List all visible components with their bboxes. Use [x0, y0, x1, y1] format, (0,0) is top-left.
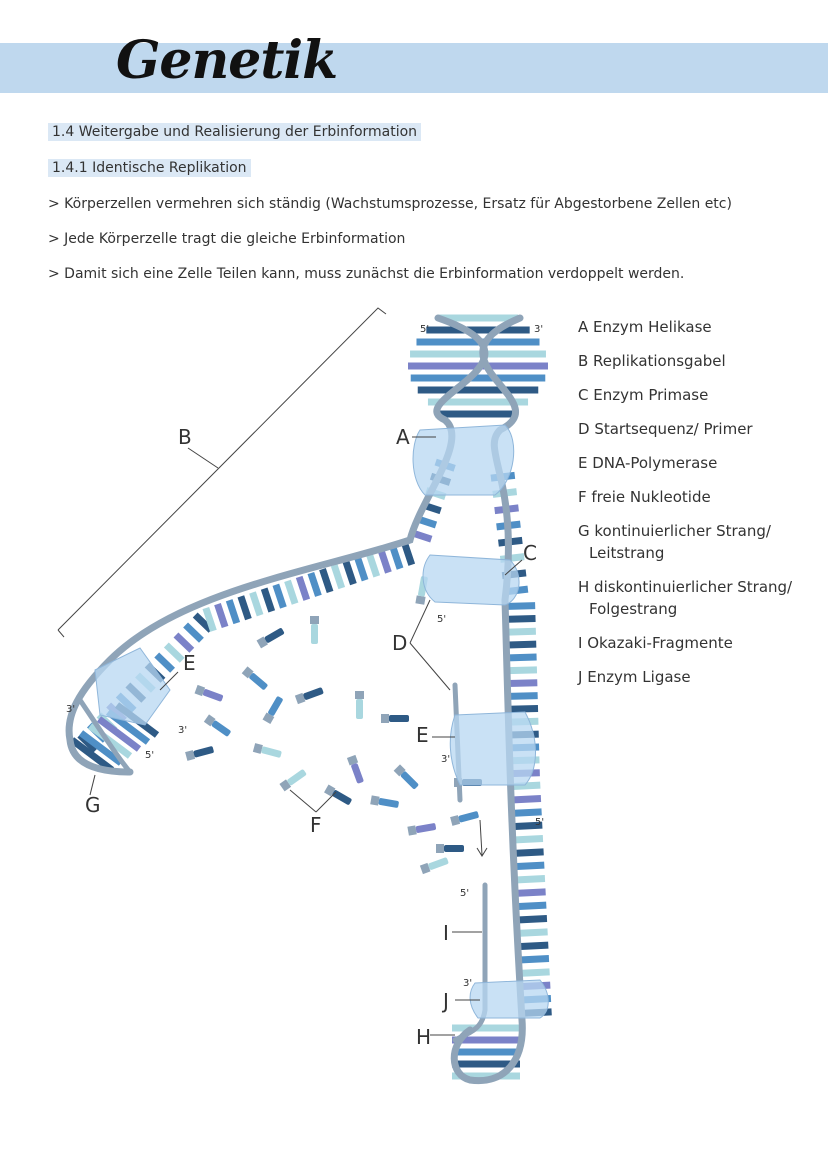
label-b: B [178, 425, 192, 449]
base-pair [507, 670, 537, 671]
legend-item-a [578, 316, 818, 338]
heading-section-text: 1.4 Weitergabe und Realisierung der Erbinformation [48, 123, 421, 141]
legend-h-text: H diskontinuierlicher Strang/ [578, 578, 793, 596]
base-pair [512, 812, 542, 813]
free-nucleotide-sugar [370, 795, 379, 805]
base-pair [186, 625, 202, 640]
free-nucleotide-base [400, 771, 419, 790]
base-pair [288, 581, 296, 604]
free-nucleotide [420, 856, 449, 874]
bullet-point-3: > Damit sich eine Zelle Teilen kann, muss zunächst die Erbinformation verdoppelt werden. [48, 266, 685, 282]
base-pair [157, 655, 173, 670]
base-pair [514, 852, 544, 853]
bullet-point-2: > Jede Körperzelle tragt die gleiche Erbinformation [48, 231, 406, 247]
free-nucleotide [242, 666, 269, 691]
base-pair [166, 645, 182, 660]
free-nucleotide-base [389, 715, 409, 722]
label-d: D [392, 631, 408, 655]
free-nucleotide-base [248, 672, 268, 690]
ligase-enzyme [470, 980, 548, 1018]
free-nucleotide-base [303, 687, 324, 700]
legend-item-g [578, 520, 818, 564]
end-label-lead-end: 3' [441, 754, 451, 765]
free-nucleotide-sugar [381, 714, 389, 723]
free-nucleotide-base [331, 789, 352, 805]
legend-c-text: C Enzym Primase [578, 386, 709, 404]
base-pair [506, 618, 536, 619]
base-pair [517, 919, 547, 920]
free-nucleotide [279, 768, 307, 791]
legend-g-text-2: Leitstrang [589, 544, 665, 562]
free-nucleotide [310, 616, 319, 644]
legend-d-text: D Startsequenz/ Primer [578, 420, 753, 438]
free-nucleotide [257, 627, 286, 649]
base-pair [323, 569, 331, 592]
fork-bracket-line [58, 308, 386, 637]
free-nucleotide [253, 743, 282, 759]
base-pair [511, 799, 541, 800]
free-nucleotide-sugar [450, 815, 460, 826]
base-pair [516, 905, 546, 906]
legend-item-c [578, 384, 818, 406]
label-e1: E [183, 651, 196, 675]
base-pair [500, 557, 524, 560]
base-pair [514, 865, 544, 866]
free-nucleotide-base [428, 857, 449, 870]
end-label-okazaki-3: 3' [463, 978, 473, 989]
free-nucleotide-sugar [310, 616, 319, 624]
free-nucleotide [394, 764, 420, 790]
label-b-leader [188, 448, 218, 468]
base-pair [253, 593, 261, 616]
primase-enzyme [423, 555, 519, 605]
free-nucleotide-base [202, 689, 223, 702]
free-nucleotide-base [211, 720, 231, 737]
free-nucleotide [324, 785, 353, 807]
base-pair [334, 565, 342, 588]
end-label-mid: 3' [178, 725, 188, 736]
free-nucleotide-base [287, 769, 307, 786]
legend-a-text: A Enzym Helikase [578, 318, 712, 336]
label-h: H [416, 1025, 432, 1049]
legend-item-f [578, 486, 818, 508]
free-nucleotide [295, 686, 324, 704]
heading-section [48, 124, 421, 140]
base-pair [507, 657, 537, 658]
legend-h-text-2: Folgestrang [589, 600, 678, 618]
base-pair [508, 696, 538, 697]
legend-g-text: G kontinuierlicher Strang/ [578, 522, 771, 540]
legend-j-text: J Enzym Ligase [578, 668, 691, 686]
free-nucleotide-sugar [185, 750, 195, 761]
base-pair [218, 604, 226, 627]
base-pair [404, 542, 412, 565]
base-pair [505, 606, 535, 607]
base-pair [276, 585, 284, 608]
legend-item-e [578, 452, 818, 474]
label-a: A [396, 425, 410, 449]
label-f: F [310, 813, 322, 837]
free-nucleotide-sugar [355, 691, 364, 699]
free-nucleotide-base [444, 845, 464, 852]
end-label-left-outer: 3' [66, 704, 76, 715]
direction-arrow [477, 820, 487, 856]
base-pair [229, 600, 237, 623]
legend-item-j [578, 666, 818, 688]
end-label-top-right: 3' [534, 324, 544, 335]
free-nucleotide [185, 745, 214, 761]
legend-e-text: E DNA-Polymerase [578, 454, 718, 472]
free-nucleotide-base [193, 746, 214, 758]
base-pair [518, 932, 548, 933]
base-pair [299, 577, 307, 600]
free-nucleotide-sugar [415, 595, 425, 604]
free-nucleotide-base [458, 811, 479, 823]
free-nucleotide [407, 822, 436, 836]
free-nucleotide [195, 685, 224, 703]
free-nucleotide [370, 795, 399, 809]
free-nucleotide-sugar [436, 844, 444, 853]
base-pair [381, 550, 389, 573]
helicase-enzyme [413, 425, 514, 495]
legend [578, 316, 818, 700]
free-nucleotide [381, 714, 409, 723]
base-pair [519, 959, 549, 960]
base-pair [393, 546, 401, 569]
end-label-primer: 5' [437, 614, 447, 625]
base-pair [346, 561, 354, 584]
free-nucleotide-base [378, 798, 399, 808]
base-pair [515, 879, 545, 880]
base-pair [264, 589, 272, 612]
end-label-okazaki-top: 5' [460, 888, 470, 899]
page-title: Genetik [116, 30, 338, 91]
label-e2: E [416, 723, 429, 747]
free-nucleotide [436, 844, 464, 853]
free-nucleotide-base [415, 823, 436, 833]
free-nucleotide-base [267, 696, 283, 717]
base-pair [507, 683, 537, 684]
free-nucleotide-base [311, 624, 318, 644]
base-pair [508, 708, 538, 709]
label-i: I [443, 921, 449, 945]
base-pair [518, 945, 548, 946]
free-nucleotide [263, 695, 285, 724]
legend-i-text: I Okazaki-Fragmente [578, 634, 733, 652]
free-nucleotide-sugar [407, 825, 416, 835]
legend-item-d [578, 418, 818, 440]
free-nucleotide [204, 714, 232, 737]
base-pair [516, 892, 546, 893]
base-pair [506, 631, 536, 632]
base-pair [176, 635, 192, 650]
free-nucleotide-base [356, 699, 363, 719]
label-g-leader [90, 775, 95, 795]
end-label-right-side: 5' [535, 817, 545, 828]
end-label-left-inner: 5' [145, 750, 155, 761]
dna-polymerase-enzyme-2 [450, 712, 535, 785]
enzymes [95, 425, 548, 1018]
free-nucleotide-base [351, 763, 364, 784]
legend-item-i [578, 632, 818, 654]
base-pair [311, 573, 319, 596]
base-pair [241, 596, 249, 619]
label-g: G [85, 793, 101, 817]
base-pair [358, 558, 366, 581]
legend-item-h [578, 576, 818, 620]
free-nucleotide [347, 755, 365, 784]
legend-item-b [578, 350, 818, 372]
legend-f-text: F freie Nukleotide [578, 488, 711, 506]
base-pair [520, 972, 550, 973]
free-nucleotide-base [264, 627, 285, 643]
legend-b-text: B Replikationsgabel [578, 352, 726, 370]
free-nucleotide-base [261, 746, 282, 758]
free-nucleotide [450, 810, 479, 826]
base-pair [506, 644, 536, 645]
end-label-top-left: 5' [420, 324, 430, 335]
label-c: C [523, 541, 537, 565]
bullet-point-1: > Körperzellen vermehren sich ständig (Wachstumsprozesse, Ersatz für Abgestorbene Zellen etc) [48, 196, 732, 212]
label-j: J [443, 989, 449, 1013]
free-nucleotide-sugar [253, 743, 263, 754]
heading-subsection [48, 160, 251, 176]
free-nucleotide [355, 691, 364, 719]
base-pair [513, 839, 543, 840]
heading-subsection-text: 1.4.1 Identische Replikation [48, 159, 251, 177]
base-pair [369, 554, 377, 577]
